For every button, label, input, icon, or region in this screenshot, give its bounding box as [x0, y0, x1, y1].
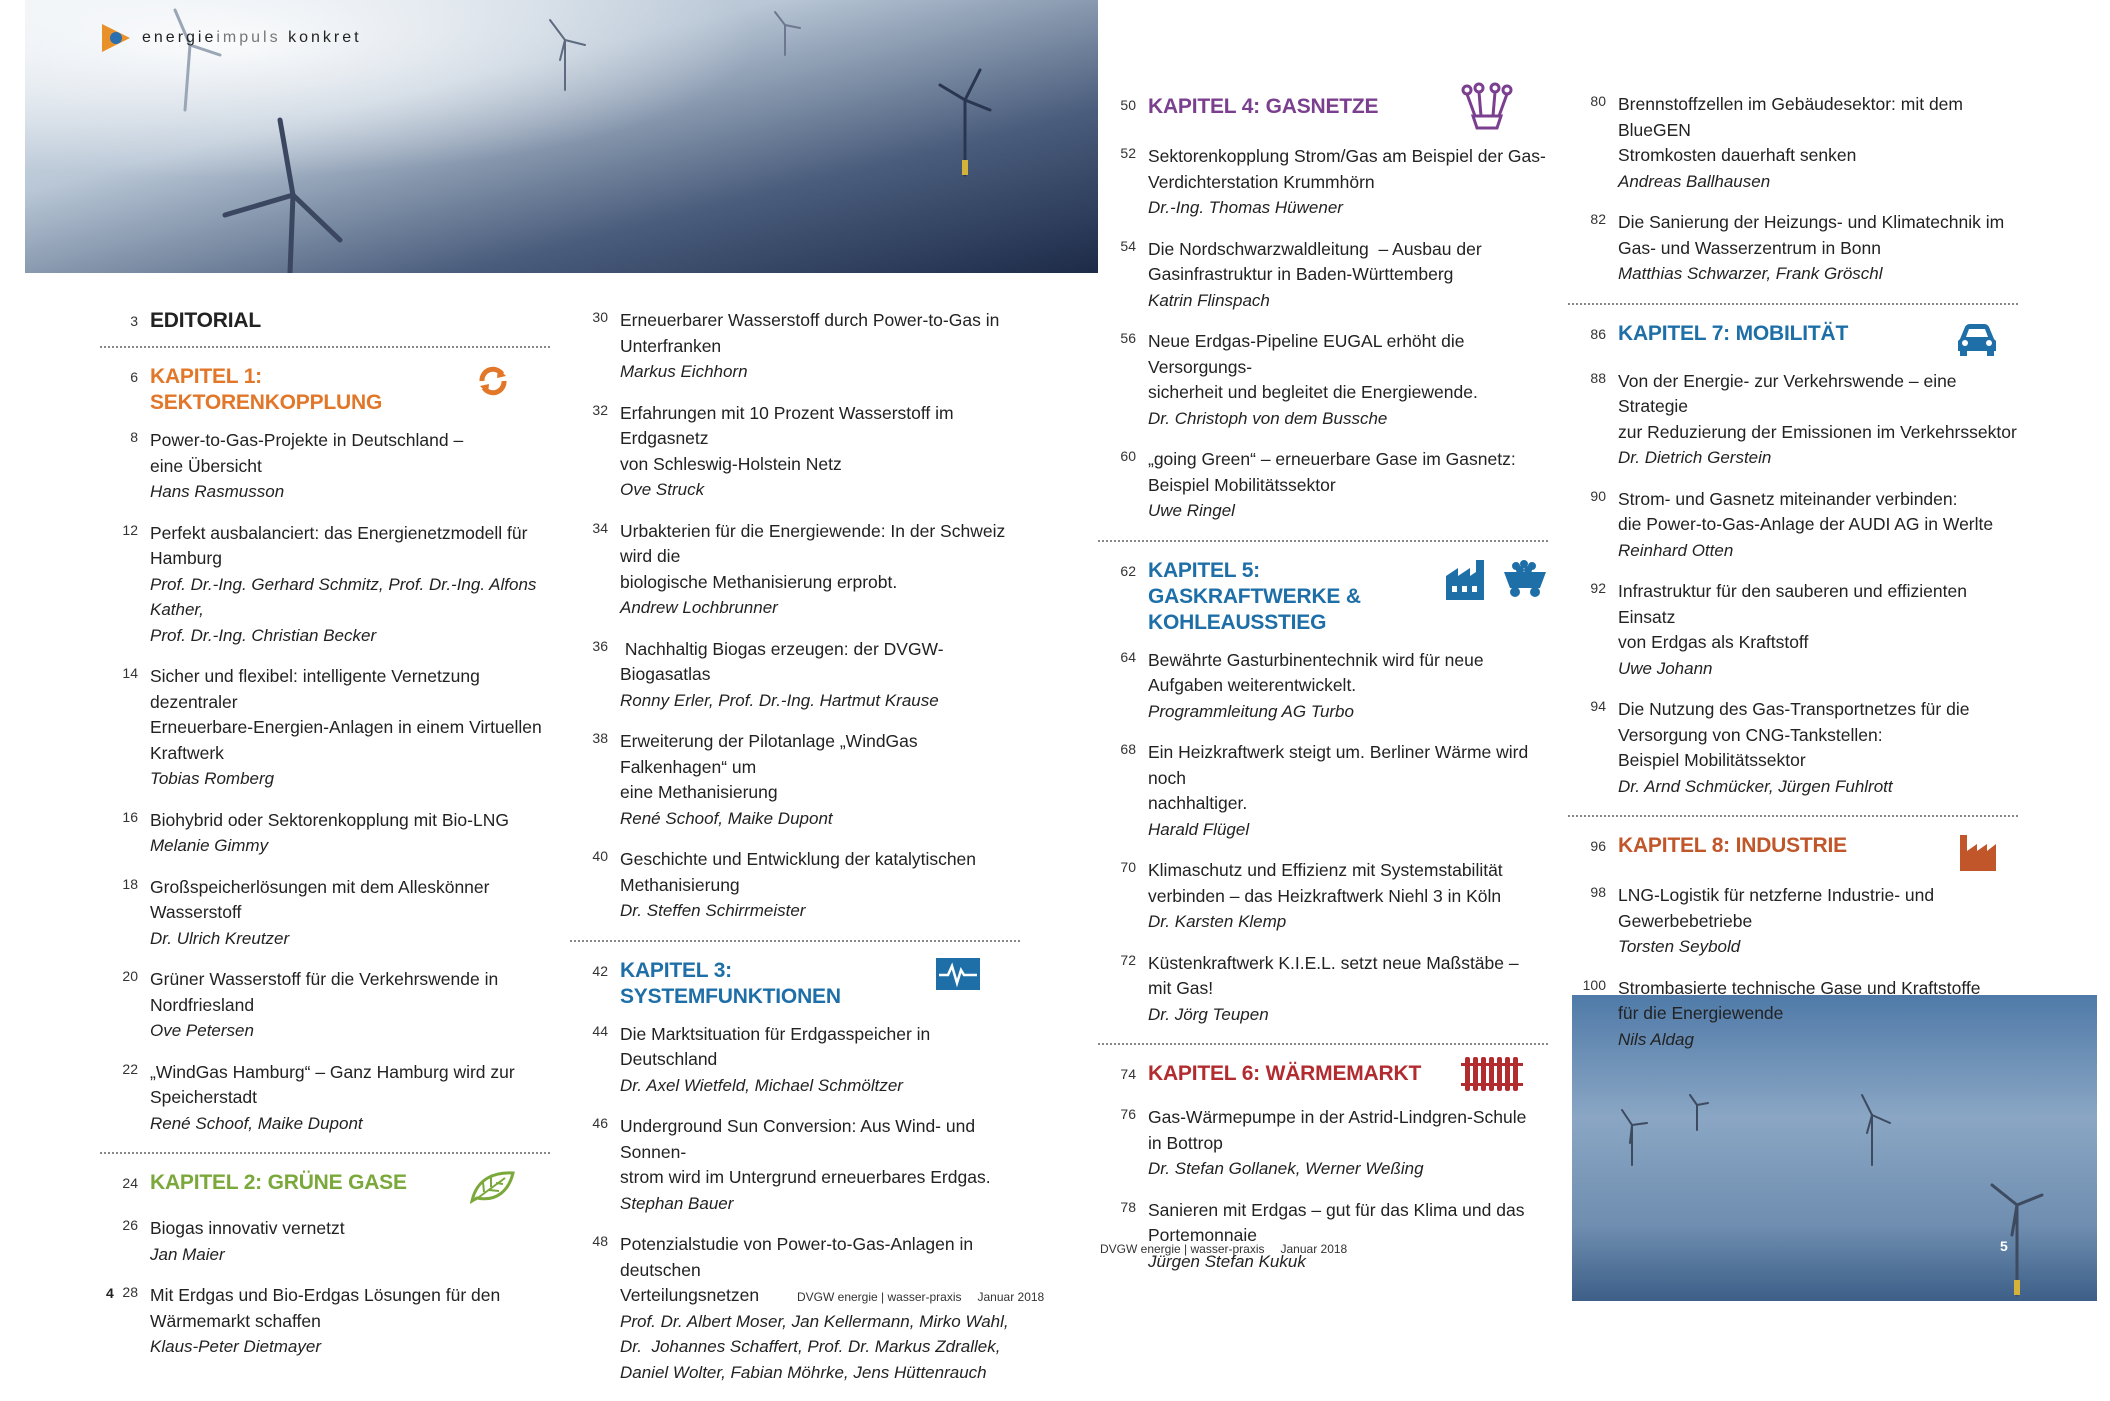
- chapter-2-items: [100, 1216, 550, 1360]
- chapter-title: KAPITEL 7: MOBILITÄT: [1618, 321, 1849, 345]
- chapter-title: KAPITEL 8: INDUSTRIE: [1618, 834, 1847, 857]
- article-title: Biogas innovativ vernetzt: [150, 1218, 345, 1238]
- chapter-8-heading[interactable]: [1568, 833, 2018, 871]
- page-number: 94: [1590, 698, 1606, 714]
- toc-entry[interactable]: [1098, 858, 1548, 935]
- article-author: Prof. Dr.-Ing. Gerhard Schmitz, Prof. Dr.-Ing. Alfons Kather, Prof. Dr.-Ing. Christian Becker: [150, 574, 537, 645]
- dotted-divider: [1568, 815, 2018, 817]
- factory-icon: [1444, 558, 1492, 600]
- page-number: 86: [1590, 325, 1606, 342]
- chapter-title: KAPITEL 1: SEKTORENKOPPLUNG: [150, 365, 383, 414]
- toc-entry[interactable]: [570, 729, 1020, 831]
- toc-entry[interactable]: [100, 967, 550, 1044]
- toc-entry[interactable]: [570, 1114, 1020, 1216]
- article-author: Katrin Flinspach: [1148, 290, 1270, 310]
- toc-entry[interactable]: [100, 1283, 550, 1360]
- article-title: Potenzialstudie von Power-to-Gas-Anlagen in deutschen Verteilungsnetzen: [620, 1234, 974, 1305]
- article-author: Dr. Stefan Gollanek, Werner Weßing: [1148, 1159, 1424, 1178]
- toc-entry[interactable]: [1568, 883, 2018, 960]
- journal-name: DVGW energie | wasser-praxis: [1100, 1242, 1265, 1256]
- chapter-title: KAPITEL 6: WÄRMEMARKT: [1148, 1062, 1422, 1085]
- toc-entry[interactable]: [570, 847, 1020, 924]
- article-title: Erneuerbarer Wasserstoff durch Power-to-Gas in Unterfranken: [620, 310, 1000, 356]
- article-title: Strombasierte technische Gase und Kraftstoffe für die Energiewende: [1618, 977, 1981, 1023]
- article-author: Matthias Schwarzer, Frank Gröschl: [1618, 264, 1883, 283]
- toc-entry[interactable]: [100, 428, 550, 505]
- dotted-divider: [1568, 303, 2018, 305]
- page-number: 30: [592, 309, 608, 325]
- article-title: Sanieren mit Erdgas – gut für das Klima und das Portemonnaie: [1148, 1199, 1525, 1245]
- article-title: Von der Energie- zur Verkehrswende – eine Strategie zur Reduzierung der Emissionen im Verkehrssektor: [1618, 370, 2017, 442]
- article-title: Urbakterien für die Energiewende: In der Schweiz wird die biologische Methanisierung erprobt.: [620, 520, 1006, 592]
- article-author: Jürgen Stefan Kukuk: [1148, 1251, 1306, 1271]
- page-number: 72: [1120, 951, 1136, 968]
- article-author: Uwe Ringel: [1148, 501, 1235, 520]
- article-author: Ove Petersen: [150, 1021, 254, 1040]
- car-icon: [1956, 321, 1998, 357]
- toc-column-4: [1568, 92, 2018, 1068]
- page-number: 74: [1120, 1066, 1136, 1082]
- page-number: 12: [122, 521, 138, 538]
- dotted-divider: [570, 940, 1020, 942]
- chapter-8-items: [1568, 883, 2018, 1052]
- section-title: EDITORIAL: [150, 309, 261, 332]
- article-author: Dr. Dietrich Gerstein: [1618, 448, 1772, 467]
- toc-entry[interactable]: [570, 308, 1020, 385]
- footer-right: [1100, 1242, 1347, 1256]
- article-title: Mit Erdgas und Bio-Erdgas Lösungen für den Wärmemarkt schaffen: [150, 1285, 501, 1331]
- toc-entry[interactable]: [1568, 579, 2018, 681]
- toc-entry[interactable]: [100, 521, 550, 649]
- article-author: Dr. Karsten Klemp: [1148, 912, 1287, 931]
- article-author: Dr. Ulrich Kreutzer: [150, 928, 290, 948]
- page-number: 96: [1590, 838, 1606, 854]
- page-number: 18: [122, 875, 138, 892]
- page-number: 88: [1590, 369, 1606, 386]
- chapter-title: KAPITEL 5: GASKRAFTWERKE & KOHLEAUSSTIEG: [1148, 558, 1361, 634]
- page-number: 78: [1120, 1198, 1136, 1215]
- article-author: Tobias Romberg: [150, 769, 275, 788]
- article-title: Power-to-Gas-Projekte in Deutschland – eine Übersicht: [150, 430, 464, 476]
- toc-editorial[interactable]: [100, 308, 550, 334]
- toc-entry[interactable]: [1568, 487, 2018, 564]
- article-author: Dr. Arnd Schmücker, Jürgen Fuhlrott: [1618, 776, 1893, 796]
- article-title: Nachhaltig Biogas erzeugen: der DVGW-Biogasatlas: [620, 638, 944, 684]
- page-number: 26: [122, 1217, 138, 1233]
- toc-entry[interactable]: [1098, 1105, 1548, 1182]
- page-number: 100: [1582, 976, 1606, 993]
- toc-entry[interactable]: [570, 1232, 1020, 1385]
- toc-entry[interactable]: [1568, 369, 2018, 471]
- article-author: Stephan Bauer: [620, 1193, 734, 1213]
- article-author: Hans Rasmusson: [150, 482, 285, 501]
- page-number: 28: [122, 1284, 138, 1300]
- article-title: Grüner Wasserstoff für die Verkehrswende in Nordfriesland: [150, 969, 499, 1015]
- article-title: Brennstoffzellen im Gebäudesektor: mit dem BlueGEN Stromkosten dauerhaft senken: [1618, 94, 1963, 165]
- page-number: 70: [1120, 859, 1136, 875]
- page-number: 64: [1120, 648, 1136, 665]
- toc-entry[interactable]: [1568, 92, 2018, 194]
- page-number: 3: [130, 313, 138, 329]
- leaf-icon: [469, 1170, 515, 1204]
- toc-entry[interactable]: [100, 808, 550, 859]
- article-author: Andrew Lochbrunner: [620, 598, 778, 617]
- article-author: René Schoof, Maike Dupont: [620, 808, 833, 828]
- article-author: Andreas Ballhausen: [1618, 171, 1771, 191]
- chapter-3-items: [570, 1022, 1020, 1386]
- article-title: Klimaschutz und Effizienz mit Systemstabilität verbinden – das Heizkraftwerk Niehl 3 in Köln: [1148, 860, 1503, 906]
- toc-entry[interactable]: [570, 519, 1020, 621]
- toc-column-2: [570, 308, 1020, 1401]
- article-title: Erfahrungen mit 10 Prozent Wasserstoff im Erdgasnetz von Schleswig-Holstein Netz: [620, 402, 954, 474]
- toc-column-3: [1098, 92, 1548, 1290]
- article-title: Die Marktsituation für Erdgasspeicher in Deutschland: [620, 1023, 931, 1069]
- page-number: 6: [130, 369, 138, 385]
- article-title: Erweiterung der Pilotanlage „WindGas Falkenhagen“ um eine Methanisierung: [620, 731, 918, 802]
- issue-date: Januar 2018: [1280, 1242, 1348, 1256]
- article-author: Dr. Christoph von dem Bussche: [1148, 408, 1388, 428]
- coal-cart-icon: [1502, 558, 1548, 598]
- article-author: Klaus-Peter Dietmayer: [150, 1337, 322, 1356]
- page-number: 50: [1120, 97, 1136, 113]
- page-number: 44: [592, 1022, 608, 1039]
- page-number: 92: [1590, 580, 1606, 596]
- toc-entry[interactable]: [1098, 740, 1548, 842]
- toc-entry[interactable]: [1098, 951, 1548, 1028]
- page-number: 46: [592, 1115, 608, 1131]
- article-title: Ein Heizkraftwerk steigt um. Berliner Wärme wird noch nachhaltiger.: [1148, 742, 1529, 813]
- chapter-4-items: [1098, 144, 1548, 524]
- chapter-title: KAPITEL 2: GRÜNE GASE: [150, 1171, 407, 1194]
- dotted-divider: [1098, 1043, 1548, 1045]
- article-title: Neue Erdgas-Pipeline EUGAL erhöht die Versorgungs- sicherheit und begleitet die Energiewende.: [1148, 331, 1478, 402]
- article-title: Die Nutzung des Gas-Transportnetzes für die Versorgung von CNG-Tankstellen: Beispiel Mobilitätssektor: [1618, 699, 1970, 770]
- chapter-4-heading[interactable]: [1098, 92, 1548, 132]
- page-number: 34: [592, 519, 608, 536]
- article-title: Biohybrid oder Sektorenkopplung mit Bio-LNG: [150, 809, 509, 830]
- chapter-1-heading[interactable]: [100, 364, 550, 416]
- article-title: LNG-Logistik für netzferne Industrie- und Gewerbebetriebe: [1618, 885, 1935, 931]
- page-number-left: 4: [106, 1285, 114, 1301]
- toc-entry[interactable]: [1098, 648, 1548, 725]
- radiator-icon: [1461, 1055, 1523, 1093]
- chapter-title: KAPITEL 3: SYSTEMFUNKTIONEN: [620, 958, 841, 1008]
- toc-entry[interactable]: [1568, 697, 2018, 799]
- page-number: 56: [1120, 330, 1136, 346]
- article-title: Sektorenkopplung Strom/Gas am Beispiel der Gas- Verdichterstation Krummhörn: [1148, 146, 1546, 192]
- article-author: Reinhard Otten: [1618, 540, 1734, 560]
- page-number: 60: [1120, 448, 1136, 464]
- chapter-title: KAPITEL 4: GASNETZE: [1148, 95, 1379, 118]
- toc-entry[interactable]: [1568, 210, 2018, 287]
- toc-entry[interactable]: [100, 1060, 550, 1137]
- page-number: 90: [1590, 487, 1606, 504]
- article-author: Torsten Seybold: [1618, 937, 1741, 956]
- toc-entry[interactable]: [100, 875, 550, 952]
- journal-name: DVGW energie | wasser-praxis: [797, 1290, 962, 1304]
- toc-entry[interactable]: [100, 664, 550, 792]
- toc-entry[interactable]: [1098, 237, 1548, 314]
- article-title: Die Nordschwarzwaldleitung – Ausbau der Gasinfrastruktur in Baden-Württemberg: [1148, 238, 1482, 284]
- article-title: Die Sanierung der Heizungs- und Klimatechnik im Gas- und Wasserzentrum in Bonn: [1618, 212, 2005, 258]
- toc-entry[interactable]: [1098, 329, 1548, 431]
- page-number: 82: [1590, 211, 1606, 227]
- chapter-3-heading[interactable]: [570, 958, 1020, 1010]
- article-title: Sicher und flexibel: intelligente Vernetzung dezentraler Erneuerbare-Energien-Anlagen in einem Virtuellen Kraftwerk: [150, 666, 542, 763]
- cycle-icon: [476, 364, 510, 398]
- chapter-5-heading[interactable]: [1098, 558, 1548, 636]
- page-number: 62: [1120, 562, 1136, 579]
- chapter-2-items-cont: [570, 308, 1020, 924]
- article-author: Ove Struck: [620, 480, 705, 499]
- article-author: Prof. Dr. Albert Moser, Jan Kellermann, Mirko Wahl, Dr. Johannes Schaffert, Prof. Dr. Markus Zdrallek, Daniel Wolter, Fabian Möhrke, Jens Hüttenrauch: [620, 1311, 1009, 1382]
- footer-left: [797, 1290, 1044, 1304]
- article-title: Underground Sun Conversion: Aus Wind- und Sonnen- strom wird im Untergrund erneuerbares Erdgas.: [620, 1116, 991, 1187]
- page-number: 48: [592, 1233, 608, 1249]
- page-number: 80: [1590, 93, 1606, 109]
- dotted-divider: [100, 1152, 550, 1154]
- chapter-1-items: [100, 428, 550, 1136]
- page-number: 40: [592, 848, 608, 864]
- toc-entry[interactable]: [1098, 144, 1548, 221]
- logo-text: energieimpuls konkret: [142, 29, 362, 46]
- article-author: Programmleitung AG Turbo: [1148, 701, 1354, 721]
- toc-entry[interactable]: [570, 401, 1020, 503]
- article-title: Geschichte und Entwicklung der katalytischen Methanisierung: [620, 849, 977, 895]
- article-author: Uwe Johann: [1618, 658, 1713, 678]
- chapter-7-heading[interactable]: [1568, 321, 2018, 357]
- article-title: Großspeicherlösungen mit dem Alleskönner Wasserstoff: [150, 876, 490, 922]
- chapter-6-heading[interactable]: [1098, 1061, 1548, 1093]
- chapter-2-heading[interactable]: [100, 1170, 550, 1204]
- toc-entry[interactable]: [1568, 976, 2018, 1053]
- page-number: 76: [1120, 1106, 1136, 1122]
- article-author: Dr.-Ing. Thomas Hüwener: [1148, 198, 1343, 217]
- toc-entry[interactable]: [570, 637, 1020, 714]
- chapter-6-items-cont: [1568, 92, 2018, 287]
- article-author: René Schoof, Maike Dupont: [150, 1113, 363, 1133]
- article-author: Dr. Axel Wietfeld, Michael Schmöltzer: [620, 1075, 903, 1095]
- article-author: Dr. Steffen Schirrmeister: [620, 901, 806, 920]
- article-author: Ronny Erler, Prof. Dr.-Ing. Hartmut Krause: [620, 690, 939, 710]
- toc-entry[interactable]: [1098, 1198, 1548, 1275]
- article-author: Dr. Jörg Teupen: [1148, 1004, 1269, 1024]
- issue-date: Januar 2018: [977, 1290, 1045, 1304]
- page-number: 32: [592, 401, 608, 418]
- chapter-7-items: [1568, 369, 2018, 800]
- toc-entry[interactable]: [100, 1216, 550, 1267]
- page-number: 16: [122, 808, 138, 825]
- article-author: Nils Aldag: [1618, 1029, 1694, 1049]
- pulse-icon: [936, 958, 980, 990]
- page-number: 52: [1120, 145, 1136, 161]
- industry-icon: [1958, 833, 1998, 871]
- page-number: 20: [122, 968, 138, 984]
- page-number: 22: [122, 1060, 138, 1077]
- page-number: 68: [1120, 741, 1136, 757]
- article-author: Harald Flügel: [1148, 819, 1250, 839]
- toc-entry[interactable]: [1098, 447, 1548, 524]
- logo-triangle-icon: [100, 22, 132, 54]
- magazine-logo: [100, 22, 362, 54]
- chapter-5-items: [1098, 648, 1548, 1028]
- network-icon: [1461, 82, 1513, 132]
- page-number: 8: [130, 429, 138, 445]
- toc-entry[interactable]: [570, 1022, 1020, 1099]
- page-number: 38: [592, 730, 608, 746]
- page-number: 14: [122, 665, 138, 681]
- page-number: 54: [1120, 237, 1136, 254]
- article-author: Markus Eichhorn: [620, 362, 748, 381]
- article-author: Jan Maier: [150, 1244, 225, 1264]
- article-title: Bewährte Gasturbinentechnik wird für neue Aufgaben weiterentwickelt.: [1148, 649, 1484, 695]
- article-title: Küstenkraftwerk K.I.E.L. setzt neue Maßstäbe – mit Gas!: [1148, 952, 1519, 998]
- page-number: 24: [122, 1175, 138, 1191]
- article-title: Perfekt ausbalanciert: das Energienetzmodell für Hamburg: [150, 522, 528, 568]
- article-title: Infrastruktur für den sauberen und effizienten Einsatz von Erdgas als Kraftstoff: [1618, 581, 1967, 652]
- dotted-divider: [1098, 540, 1548, 542]
- article-title: Strom- und Gasnetz miteinander verbinden: die Power-to-Gas-Anlage der AUDI AG in Werlte: [1618, 488, 1994, 534]
- page-number-right: 5: [2000, 1238, 2008, 1254]
- article-author: Melanie Gimmy: [150, 836, 269, 855]
- page-number: 42: [592, 962, 608, 979]
- article-title: Gas-Wärmepumpe in der Astrid-Lindgren-Schule in Bottrop: [1148, 1107, 1527, 1153]
- dotted-divider: [100, 346, 550, 348]
- toc-column-1: [100, 308, 550, 1376]
- page-number: 36: [592, 637, 608, 654]
- article-title: „going Green“ – erneuerbare Gase im Gasnetz: Beispiel Mobilitätssektor: [1148, 449, 1516, 495]
- article-title: „WindGas Hamburg“ – Ganz Hamburg wird zur Speicherstadt: [150, 1061, 515, 1107]
- page-number: 98: [1590, 884, 1606, 900]
